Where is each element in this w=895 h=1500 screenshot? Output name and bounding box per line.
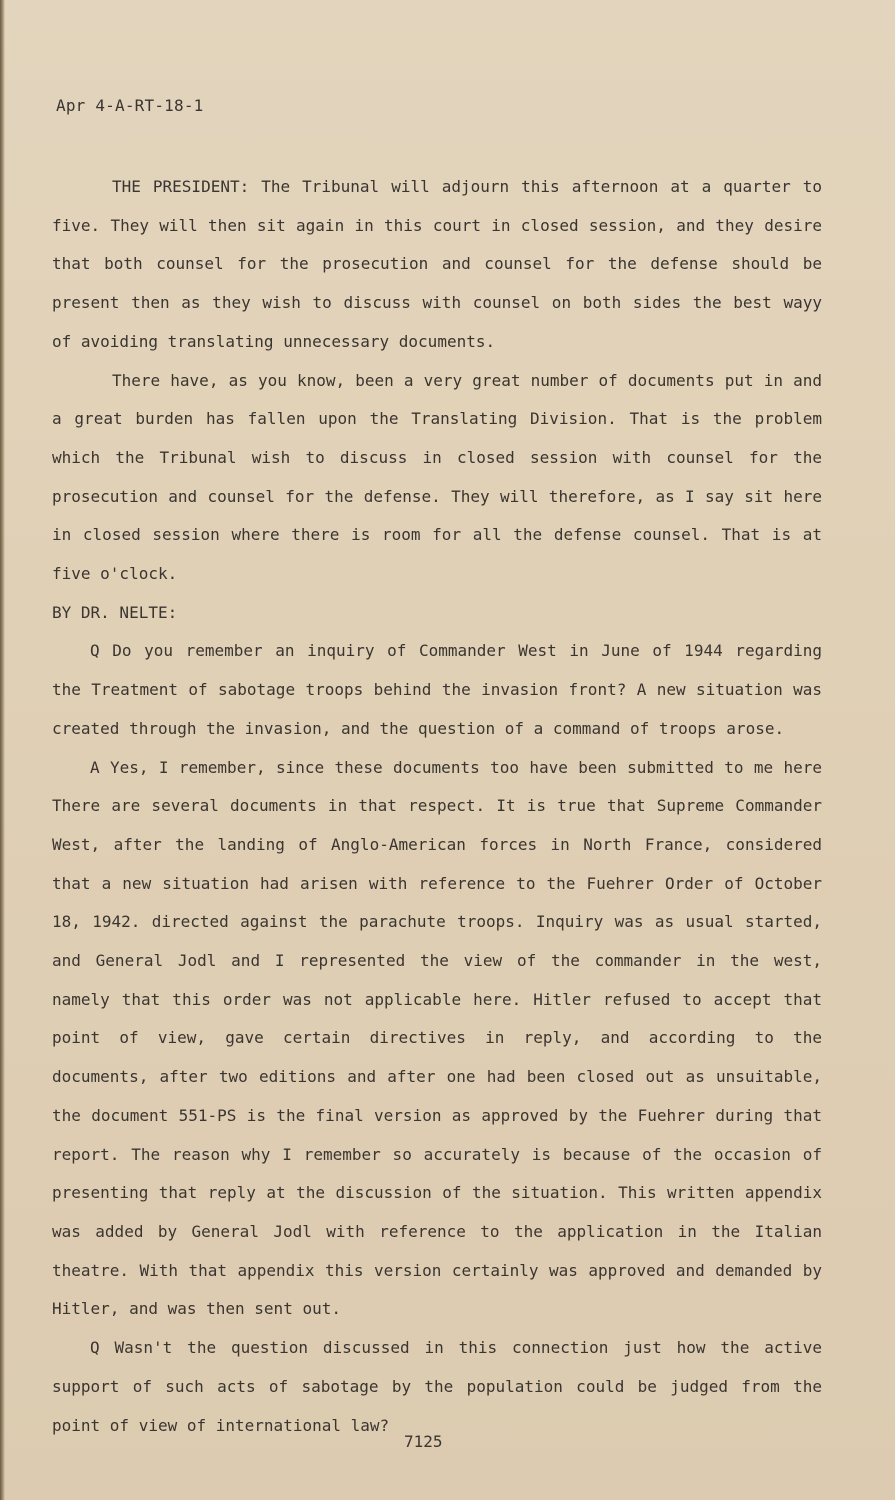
question-paragraph: Q Wasn't the question discussed in this connection just how the active support of such acts of sabotage by the population could be judged from the point of view of international law?	[52, 1338, 822, 1435]
examiner-heading: BY DR. NELTE:	[52, 602, 178, 622]
president-statement-paragraph: THE PRESIDENT: The Tribunal will adjourn this afternoon at a quarter to five. They will then sit again in this court in closed session, and they desire that both counsel for the prosecution and counsel for the defense should be present then as they wish to discuss with counsel on both sides the best wayy of avoiding translating unnecessary documents.	[52, 177, 822, 351]
page-number: 7125	[404, 1432, 443, 1451]
answer-paragraph: A Yes, I remember, since these documents too have been submitted to me here There are several documents in that respect. It is true that Supreme Commander West, after the landing of Anglo-American forces in North France, considered that a new situation had arisen with reference to the Fuehrer Order of October 18, 1942. directed against the parachute troops. Inquiry was as usual started, and General Jodl and I represented the view of the commander in the west, namely that this order was not applicable here. Hitler refused to accept that point of view, gave certain directives in reply, and according to the documents, after two editions and after one had been closed out as unsuitable, the document 551-PS is the final version as approved by the Fuehrer during that report. The reason why I remember so accurately is because of the occasion of presenting that reply at the discussion of the situation. This written appendix was added by General Jodl with reference to the application in the Italian theatre. With that appendix this version certainly was approved and demanded by Hitler, and was then sent out.	[52, 757, 822, 1319]
transcript-body	[52, 168, 822, 1445]
page-reference: Apr 4-A-RT-18-1	[56, 96, 204, 115]
president-statement-paragraph: There have, as you know, been a very great number of documents put in and a great burden has fallen upon the Translating Division. That is the problem which the Tribunal wish to discuss in closed session with counsel for the prosecution and counsel for the defense. They will therefore, as I say sit here in closed session where there is room for all the defense counsel. That is at five o'clock.	[52, 370, 822, 584]
paper-edge	[0, 0, 5, 1500]
question-paragraph: Q Do you remember an inquiry of Commander West in June of 1944 regarding the Treatment of sabotage troops behind the invasion front? A new situation was created through the invasion, and the question of a command of troops arose.	[52, 641, 822, 738]
